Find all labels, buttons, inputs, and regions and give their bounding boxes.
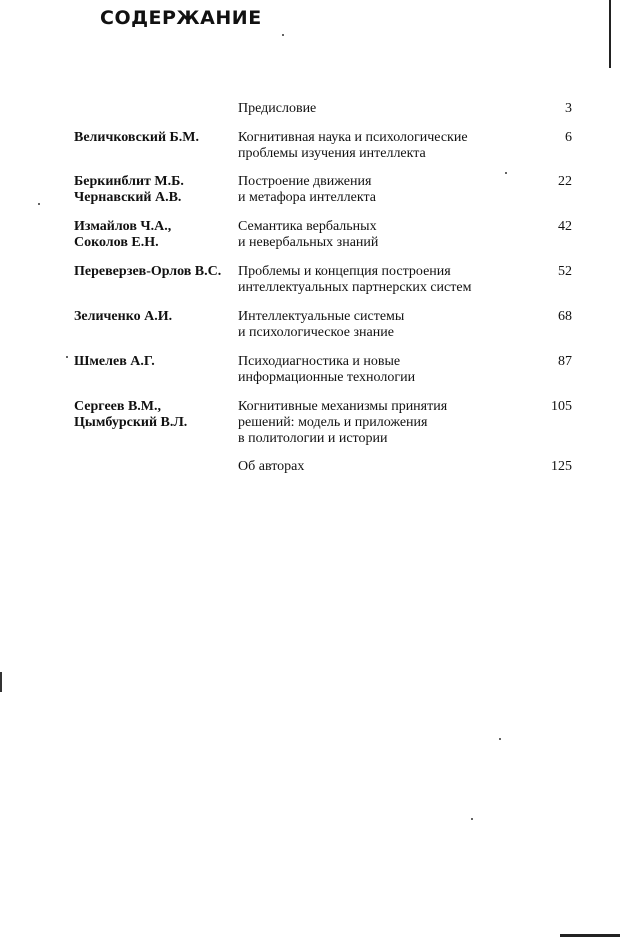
toc-entry-authors	[74, 354, 234, 370]
toc-entry-title	[238, 101, 538, 117]
toc-title-line: Семантика вербальных	[238, 219, 377, 234]
scan-speck	[38, 203, 40, 205]
toc-page-number: 42	[558, 219, 572, 234]
toc-title-line: Проблемы и концепция построения	[238, 264, 451, 279]
scan-speck	[471, 818, 473, 820]
page-title: СОДЕРЖАНИЕ	[100, 7, 262, 29]
toc-author-line: Соколов Е.Н.	[74, 235, 159, 250]
scan-left-mark	[0, 672, 2, 692]
toc-entry-title	[238, 354, 538, 386]
toc-title-line: Интеллектуальные системы	[238, 309, 405, 324]
toc-author-line: Переверзев-Орлов В.С.	[74, 264, 222, 279]
toc-page-number: 87	[558, 354, 572, 369]
toc-entry-title	[238, 309, 538, 341]
toc-entry-title	[238, 219, 538, 251]
toc-page-number: 52	[558, 264, 572, 279]
scan-bottom-bar	[560, 934, 620, 937]
toc-title-line: интеллектуальных партнерских систем	[238, 280, 472, 295]
scan-speck	[505, 172, 507, 174]
toc-title-line: Построение движения	[238, 174, 372, 189]
toc-page-number: 6	[565, 130, 572, 145]
scan-speck	[66, 356, 68, 358]
toc-author-line: Шмелев А.Г.	[74, 354, 155, 369]
toc-title-line: Предисловие	[238, 101, 317, 116]
toc-title-line: и психологическое знание	[238, 325, 394, 340]
toc-author-line: Измайлов Ч.А.,	[74, 219, 172, 234]
scan-speck	[499, 738, 501, 740]
toc-author-line: Величковский Б.М.	[74, 130, 200, 145]
scan-edge-line	[609, 0, 611, 68]
toc-entry-authors	[74, 130, 234, 146]
toc-page-number: 68	[558, 309, 572, 324]
toc-entry-authors	[74, 174, 234, 206]
toc-entry-authors	[74, 309, 234, 325]
toc-author-line: Сергеев В.М.,	[74, 399, 161, 414]
toc-entry-title	[238, 264, 538, 296]
toc-page-number: 125	[551, 459, 572, 474]
toc-title-line: информационные технологии	[238, 370, 416, 385]
toc-title-line: и невербальных знаний	[238, 235, 379, 250]
toc-page-number: 22	[558, 174, 572, 189]
toc-author-line: Чернавский А.В.	[74, 190, 182, 205]
scan-speck	[282, 34, 284, 36]
toc-title-line: Об авторах	[238, 459, 305, 474]
toc-page-number: 3	[565, 101, 572, 116]
toc-title-line: и метафора интеллекта	[238, 190, 376, 205]
toc-page-number: 105	[551, 399, 572, 414]
toc-title-line: в политологии и истории	[238, 431, 388, 446]
toc-title-line: Когнитивная наука и психологические	[238, 130, 468, 145]
toc-title-line: Психодиагностика и новые	[238, 354, 401, 369]
toc-entry-title	[238, 459, 538, 475]
toc-entry-authors	[74, 399, 234, 431]
toc-title-line: проблемы изучения интеллекта	[238, 146, 426, 161]
toc-author-line: Беркинблит М.Б.	[74, 174, 184, 189]
toc-title-line: Когнитивные механизмы принятия	[238, 399, 448, 414]
toc-author-line: Цымбурский В.Л.	[74, 415, 188, 430]
toc-entry-authors	[74, 219, 234, 251]
toc-entry-title	[238, 174, 538, 206]
toc-entry-authors	[74, 264, 234, 280]
toc-entry-title	[238, 130, 538, 162]
toc-title-line: решений: модель и приложения	[238, 415, 428, 430]
toc-entry-title	[238, 399, 538, 447]
toc-author-line: Зеличенко А.И.	[74, 309, 173, 324]
